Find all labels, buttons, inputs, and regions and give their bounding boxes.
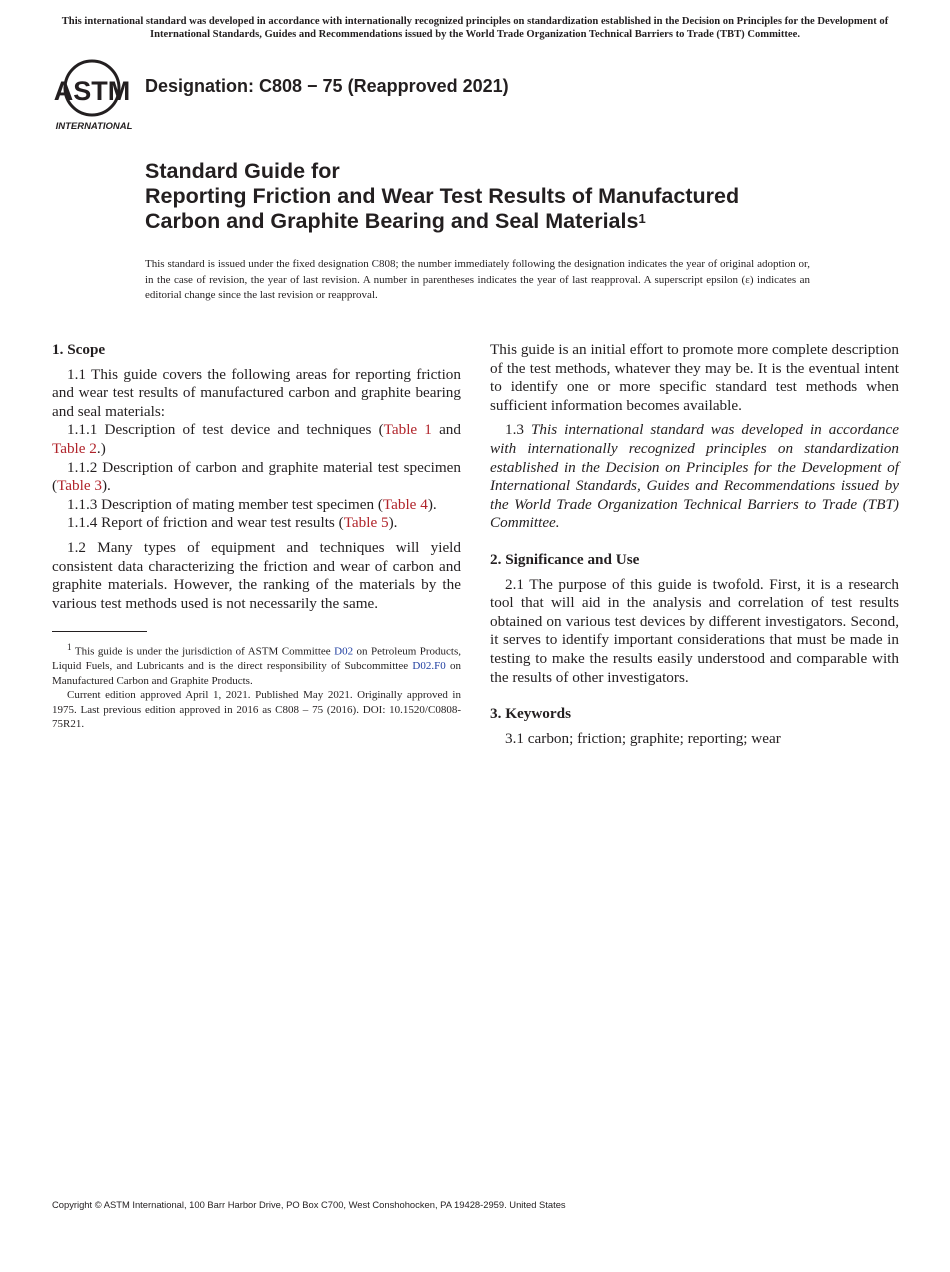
left-column [52,341,461,732]
copyright-footer: Copyright © ASTM International, 100 Barr Harbor Drive, PO Box C700, West Conshohocken, PA 19428-2959. United States [52,1199,566,1210]
para-1-2: 1.2 Many types of equipment and techniques will yield consistent data characterizing the friction and wear of carbon and graphite materials. However, the ranking of the materials by the various test methods used is not necessarily the same. [52,538,461,612]
table-5-link[interactable]: Table 5 [343,514,389,532]
title-line-3 [145,209,865,234]
logo-letters: ASTM [53,76,131,106]
title-line-2: Reporting Friction and Wear Test Results of Manufactured [145,184,740,208]
para-2-1: 2.1 The purpose of this guide is twofold. First, it is a research tool that will aid in the analysis and correlation of test results obtained on various test devices by different investigators. Second, it serves to identify important considerations that must be made in testing to make the results easily understood and comparable with the results of other investigators. [490,575,899,686]
table-4-link[interactable]: Table 4 [382,495,428,513]
designation: Designation: C808 − 75 (Reapproved 2021) [145,76,509,96]
scope-heading: 1. Scope [52,341,106,358]
footnote-edition: Current edition approved April 1, 2021. Published May 2021. Originally approved in 1975. Last previous edition approved in 2016 as C808 – 75 (2016). DOI: 10.1520/C0808-75R21. [52,689,461,731]
footnote-rule [52,631,147,632]
title-footnote-mark: 1 [638,211,646,226]
astm-logo-icon [52,56,136,134]
para-1-3: 1.3 This international standard was developed in accordance with internationally recognized principles on standardization established in the Decision on Principles for the Development of International Standards, Guides and Recommendations issued by the World Trade Organization Technical Barriers to Trade (TBT) Committee. [490,421,900,532]
title-line-3-text: Carbon and Graphite Bearing and Seal Materials [145,209,639,233]
para-3-1: 3.1 carbon; friction; graphite; reporting; wear [505,729,781,747]
right-column [490,341,899,748]
astm-logo [52,56,136,134]
footnote-1: $^1$ This guide is under the jurisdiction of ASTM Committee D02 on Petroleum Products, Liquid Fuels, and Lubricants and is the direct responsibility of Subcommittee D02.F0 on Manufactured Carbon and Graphite Products. [52,642,461,687]
para-1-1: 1.1 This guide covers the following areas for reporting friction and wear test results of manufactured carbon and graphite bearing and seal materials: [52,365,461,420]
significance-heading: 2. Significance and Use [490,550,640,568]
para-1-2-continued: This guide is an initial effort to promote more complete description of the test methods, whatever they may be. It is the eventual intent to identify one or more specific standard test methods when sufficient information becomes available. [490,341,899,414]
document-title [145,159,865,234]
para-1-1-4: 1.1.4 Report of friction and wear test results (Table 5). [67,514,398,532]
table-3-link[interactable]: Table 3 [57,477,102,495]
keywords-heading: 3. Keywords [490,705,571,723]
table-2-link[interactable]: Table 2 [52,439,97,457]
logo-subtitle: INTERNATIONAL [55,121,133,132]
committee-d02-link[interactable]: D02 [334,645,354,658]
para-1-1-2: 1.1.2 Description of carbon and graphite material test specimen (Table 3). [52,458,461,495]
para-1-1-3: 1.1.3 Description of mating member test specimen (Table 4). [67,495,437,513]
title-line-1: Standard Guide for [145,159,340,183]
table-1-link[interactable]: Table 1 [383,421,432,439]
subcommittee-d02f0-link[interactable]: D02.F0 [412,660,446,673]
tbt-notice: This international standard was developed in accordance with internationally recognized principles on standardization established in the Decision on Principles for the Development of International Standards, Guides and Recommendations issued by the World Trade Organization Technical Barriers to Trade (TBT) Committee. [61,16,889,40]
issued-note: This standard is issued under the fixed designation C808; the number immediately following the designation indicates the year of original adoption or, in the case of revision, the year of last revision. A number in parentheses indicates the year of last reapproval. A superscript epsilon (ε) indicates an editorial change since the last revision or reapproval. [145,258,810,301]
para-1-1-1: 1.1.1 Description of test device and techniques (Table 1 and Table 2.) [52,421,461,457]
